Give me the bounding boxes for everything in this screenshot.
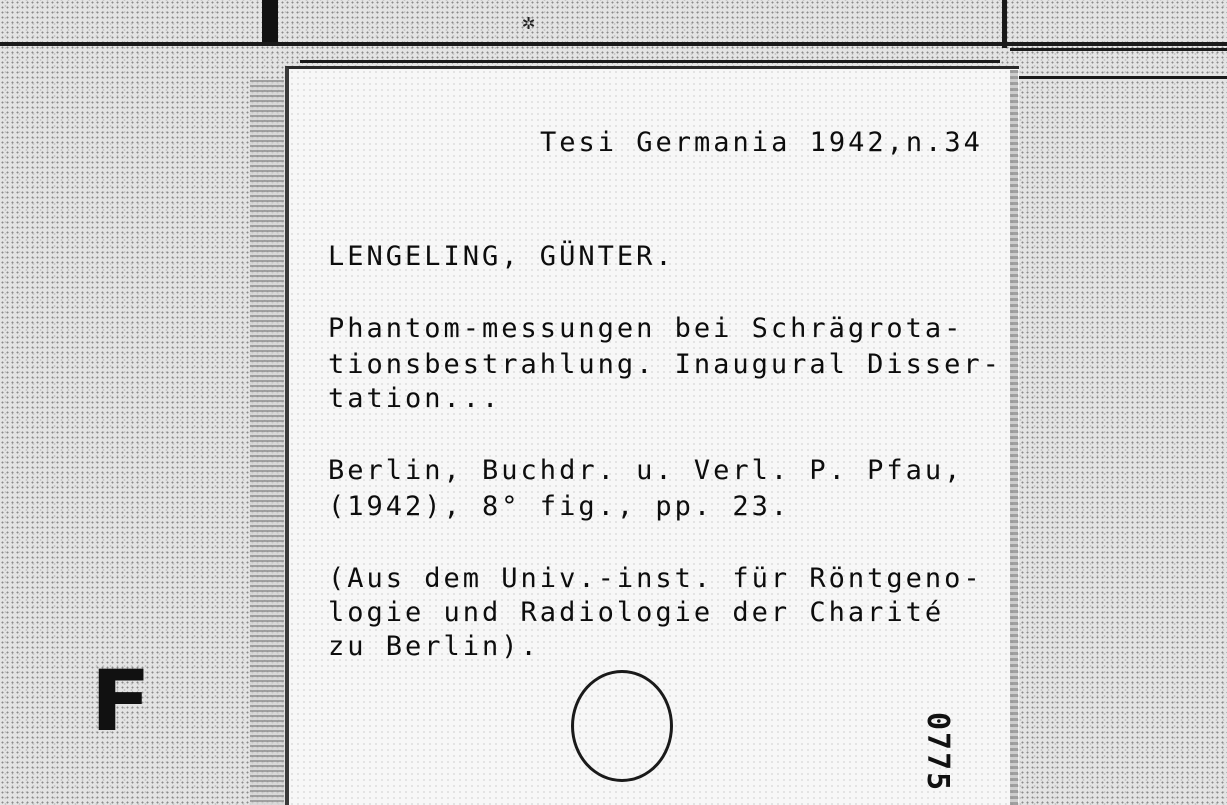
top-rule-lower	[300, 60, 1000, 63]
top-rule	[0, 42, 1227, 46]
card-note-line-1: (Aus dem Univ.-inst. für Röntgeno-	[328, 563, 983, 594]
divider-post	[1002, 0, 1007, 48]
smudge-mark: ✲	[522, 10, 536, 35]
right-card	[1010, 70, 1227, 805]
card-left-edge	[250, 80, 284, 805]
card-imprint-line-1: Berlin, Buchdr. u. Verl. P. Pfau,	[328, 455, 964, 486]
drawer-letter: F	[90, 652, 151, 750]
card-right-edge	[1010, 70, 1018, 805]
card-stamp-number: 0775	[920, 712, 955, 793]
card-title-line-1: Phantom-messungen bei Schrägrota-	[328, 313, 964, 344]
punch-hole-circle	[571, 670, 673, 782]
card-imprint-line-2: (1942), 8° fig., pp. 23.	[328, 491, 791, 522]
card-title-line-2: tionsbestrahlung. Inaugural Disser-	[328, 349, 1002, 380]
card-author: LENGELING, GÜNTER.	[328, 241, 675, 272]
card-note-line-3: zu Berlin).	[328, 631, 540, 662]
card-header: Tesi Germania 1942,n.34	[540, 127, 983, 158]
card-title-line-3: tation...	[328, 383, 502, 414]
card-note-line-2: logie und Radiologie der Charité	[328, 597, 945, 628]
right-top-rule	[1010, 48, 1227, 51]
divider-post-left	[262, 0, 278, 42]
